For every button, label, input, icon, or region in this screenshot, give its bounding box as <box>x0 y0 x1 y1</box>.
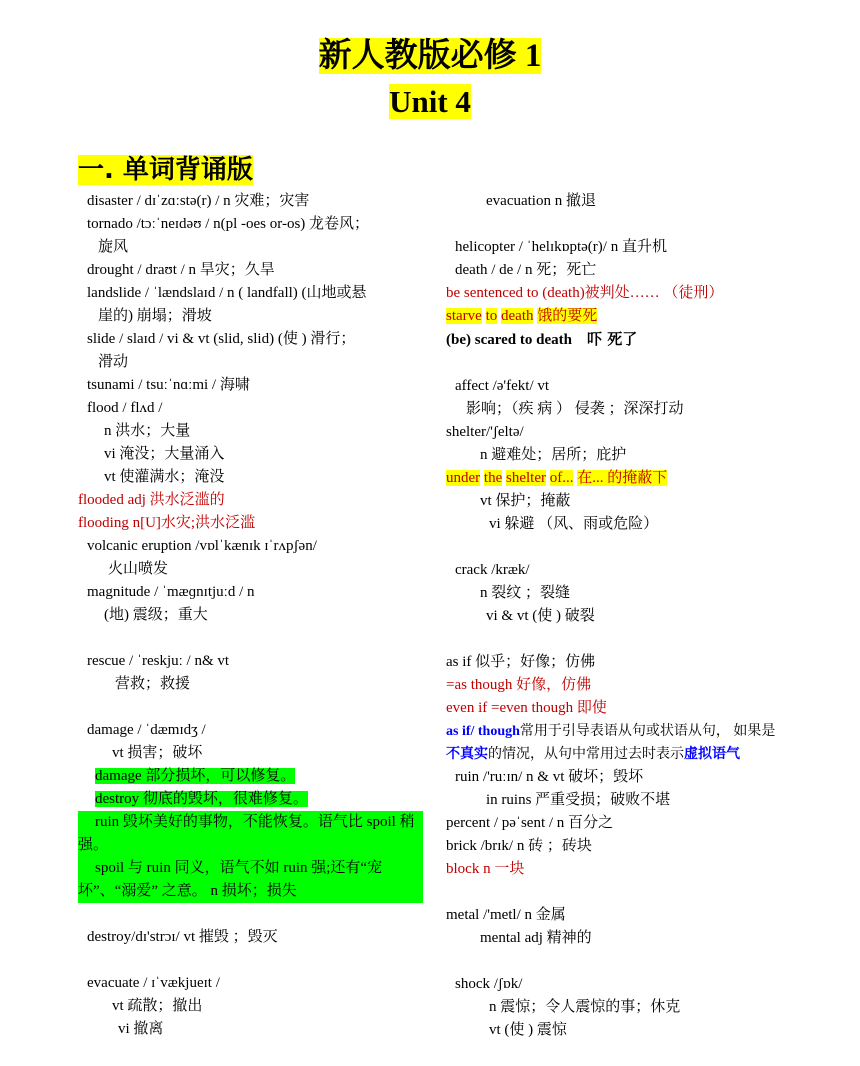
entry-damage: damage / ˈdæmɪdʒ / <box>87 722 206 738</box>
entry-brick: brick /brɪk/ n 砖 ；砖块 <box>446 838 592 854</box>
entry-disaster: disaster / dɪˈzɑːstə(r) / n 灾难；灾害 <box>87 193 310 209</box>
entry-ruin: ruin /'ruːɪn/ n & vt 破坏；毁坏 <box>455 769 644 785</box>
note-ruin: ruin 毁坏美好的事物，不能恢复。语气比 spoil 稍强。 <box>78 811 423 857</box>
entry-tornado-cont: 旋风 <box>98 239 129 255</box>
entry-shock-vt: vt (使 ) 震惊 <box>489 1022 567 1038</box>
entry-destroy: destroy/dɪ'strɔɪ/ vt 摧毁 ；毁灭 <box>87 929 278 945</box>
note-spoil: spoil 与 ruin 同义，语气不如 ruin 强;还有“宠坏”、“溺爱” 之意。 n 损坏；损失 <box>78 857 423 903</box>
entry-volcanic-cn: 火山喷发 <box>108 561 169 577</box>
entry-magnitude-cn: (地) 震级；重大 <box>104 607 208 623</box>
right-column <box>446 190 786 1042</box>
grammar-note: as if/ though常用于引导表语从句或状语从句， 如果是不真实的情况，从句中常用过去时表示虚拟语气 <box>446 724 776 762</box>
unit-heading: Unit 4 <box>389 84 471 119</box>
entry-shock: shock /ʃɒk/ <box>455 976 523 992</box>
entry-evacuation: evacuation n 撤退 <box>486 193 596 209</box>
entry-under-shelter: under the shelter of... 在... 的掩蔽下 <box>446 470 668 486</box>
entry-flood-vi: vi 淹没；大量涌入 <box>104 446 225 462</box>
entry-damage-vt: vt 损害；破坏 <box>112 745 203 761</box>
entry-rescue-cn: 营救；救援 <box>115 676 191 692</box>
entry-landslide-cont: 崖的) 崩塌；滑坡 <box>98 308 212 324</box>
entry-crack: crack /kræk/ <box>455 562 530 578</box>
entry-slide: slide / slaɪd / vi & vt (slid, slid) (使 ) 滑行； <box>87 331 356 347</box>
entry-affect: affect /ə'fekt/ vt <box>455 378 550 394</box>
section-heading: 一. 单词背诵版 <box>78 155 253 185</box>
entry-evacuate-vt: vt 疏散；撤出 <box>112 998 203 1014</box>
entry-starve: starve to death 饿的要死 <box>446 308 598 324</box>
entry-crack-v: vi & vt (使 ) 破裂 <box>486 608 595 624</box>
entry-evacuate-vi: vi 撤离 <box>118 1021 164 1037</box>
entry-evacuate: evacuate / ɪˈvækjueɪt / <box>87 975 220 991</box>
entry-flood: flood / flʌd / <box>87 400 163 416</box>
entry-shelter-vi: vi 躲避 （风、雨或危险） <box>489 516 659 532</box>
entry-metal: metal /'metl/ n 金属 <box>446 907 566 923</box>
entry-landslide: landslide / ˈlændslaɪd / n ( landfall) (山地或悬 <box>87 285 367 301</box>
entry-affect-cn: 影响；（疾 病 ） 侵袭 ；深深打动 <box>466 401 684 417</box>
note-damage: damage 部分损坏，可以修复。 <box>95 768 296 784</box>
entry-shelter-vt: vt 保护；掩蔽 <box>480 493 571 509</box>
entry-mental: mental adj 精神的 <box>480 930 592 946</box>
entry-in-ruins: in ruins 严重受损；破败不堪 <box>486 792 671 808</box>
entry-even-if: even if =even though 即使 <box>446 700 607 716</box>
document-title: 新人教版必修 1 <box>318 38 542 74</box>
entry-volcanic: volcanic eruption /vɒlˈkænɪk ɪˈrʌpʃən/ <box>87 538 317 554</box>
entry-shock-n: n 震惊；令人震惊的事；休克 <box>489 999 681 1015</box>
entry-magnitude: magnitude / ˈmæɡnɪtjuːd / n <box>87 584 255 600</box>
entry-percent: percent / pəˈsent / n 百分之 <box>446 815 614 831</box>
entry-tsunami: tsunami / tsuːˈnɑːmi / 海啸 <box>87 377 250 393</box>
entry-death: death / de / n 死；死亡 <box>455 262 597 278</box>
entry-block: block n 一块 <box>446 861 525 877</box>
entry-slide-cont: 滑动 <box>98 354 129 370</box>
entry-flooded: flooded adj 洪水泛滥的 <box>78 492 225 508</box>
entry-flooding: flooding n[U]水灾;洪水泛滥 <box>78 515 256 531</box>
entry-scared: (be) scared to death 吓 死了 <box>446 330 638 348</box>
left-column <box>78 190 423 1041</box>
entry-as-if: as if 似乎；好像；仿佛 <box>446 654 596 670</box>
entry-helicopter: helicopter / ˈhelɪkɒptə(r)/ n 直升机 <box>455 239 667 255</box>
entry-rescue: rescue / ˈreskjuː / n& vt <box>87 653 230 669</box>
entry-as-though: =as though 好像，仿佛 <box>446 677 592 693</box>
entry-shelter: shelter/'ʃeltə/ <box>446 424 524 440</box>
entry-flood-n: n 洪水；大量 <box>104 423 191 439</box>
entry-tornado: tornado /tɔːˈneɪdəʊ / n(pl -oes or-os) 龙卷风； <box>87 216 370 232</box>
entry-shelter-n: n 避难处；居所；庇护 <box>480 447 627 463</box>
entry-flood-vt: vt 使灌满水；淹没 <box>104 469 225 485</box>
note-destroy: destroy 彻底的毁坏，很难修复。 <box>95 791 308 807</box>
entry-sentenced: be sentenced to (death)被判处…… （徒刑） <box>446 285 724 301</box>
entry-drought: drought / draʊt / n 旱灾；久旱 <box>87 262 275 278</box>
entry-crack-n: n 裂纹 ；裂缝 <box>480 585 571 601</box>
